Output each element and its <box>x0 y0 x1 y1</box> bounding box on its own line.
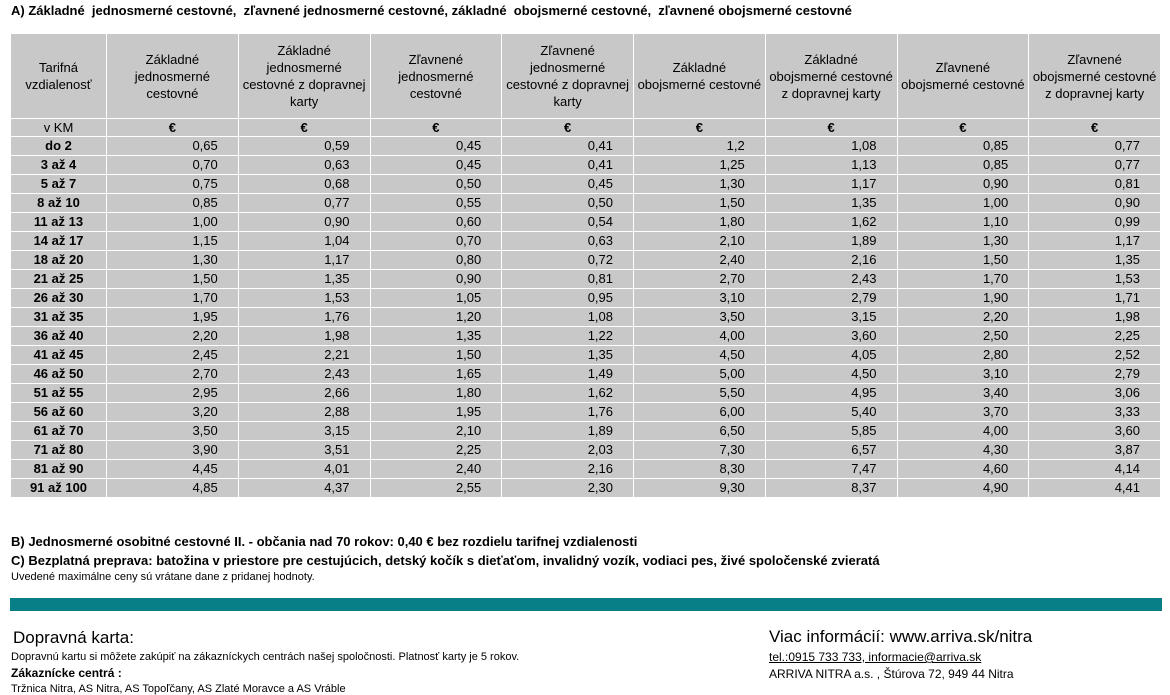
contact-link[interactable]: tel.:0915 733 733, informacie@arriva.sk <box>769 650 982 664</box>
price-cell: 4,60 <box>897 460 1029 479</box>
price-cell: 0,77 <box>1029 137 1161 156</box>
price-cell: 1,08 <box>502 308 634 327</box>
price-cell: 1,35 <box>1029 251 1161 270</box>
unit-cell: € <box>634 119 766 137</box>
price-cell: 1,98 <box>238 327 370 346</box>
column-header: Základné jednosmerné cestovné z dopravnej karty <box>238 34 370 119</box>
table-row <box>11 213 1161 232</box>
price-cell: 4,05 <box>765 346 897 365</box>
price-cell: 1,35 <box>765 194 897 213</box>
distance-cell: 91 až 100 <box>11 479 107 498</box>
table-row <box>11 365 1161 384</box>
price-cell: 2,21 <box>238 346 370 365</box>
price-cell: 2,25 <box>1029 327 1161 346</box>
table-row <box>11 232 1161 251</box>
price-cell: 0,45 <box>370 156 502 175</box>
price-cell: 0,80 <box>370 251 502 270</box>
unit-cell: € <box>897 119 1029 137</box>
price-cell: 1,95 <box>370 403 502 422</box>
price-cell: 0,77 <box>238 194 370 213</box>
unit-cell: € <box>502 119 634 137</box>
price-cell: 1,76 <box>238 308 370 327</box>
price-cell: 0,45 <box>370 137 502 156</box>
price-cell: 3,06 <box>1029 384 1161 403</box>
price-cell: 1,49 <box>502 365 634 384</box>
unit-cell: € <box>107 119 239 137</box>
distance-cell: 81 až 90 <box>11 460 107 479</box>
price-cell: 6,00 <box>634 403 766 422</box>
price-cell: 1,62 <box>765 213 897 232</box>
unit-cell: € <box>238 119 370 137</box>
table-row <box>11 308 1161 327</box>
price-cell: 0,54 <box>502 213 634 232</box>
distance-cell: 18 až 20 <box>11 251 107 270</box>
price-cell: 0,95 <box>502 289 634 308</box>
price-cell: 1,08 <box>765 137 897 156</box>
price-cell: 4,30 <box>897 441 1029 460</box>
price-cell: 3,15 <box>765 308 897 327</box>
card-text: Dopravnú kartu si môžete zakúpiť na zákazníckych centrách našej spoločnosti. Platnosť karty je 5 rokov. <box>11 651 520 663</box>
price-cell: 1,35 <box>238 270 370 289</box>
price-cell: 1,98 <box>1029 308 1161 327</box>
distance-cell: 51 až 55 <box>11 384 107 403</box>
price-cell: 0,63 <box>502 232 634 251</box>
price-cell: 1,10 <box>897 213 1029 232</box>
price-cell: 3,90 <box>107 441 239 460</box>
distance-cell: 36 až 40 <box>11 327 107 346</box>
price-cell: 0,90 <box>370 270 502 289</box>
price-cell: 8,30 <box>634 460 766 479</box>
price-cell: 1,95 <box>107 308 239 327</box>
price-cell: 1,30 <box>634 175 766 194</box>
price-cell: 1,30 <box>897 232 1029 251</box>
price-cell: 4,01 <box>238 460 370 479</box>
price-cell: 0,65 <box>107 137 239 156</box>
price-cell: 1,71 <box>1029 289 1161 308</box>
price-cell: 0,85 <box>897 156 1029 175</box>
customer-centers-list: Tržnica Nitra, AS Nitra, AS Topoľčany, AS Zlaté Moravce a AS Vráble <box>11 683 346 695</box>
price-cell: 3,20 <box>107 403 239 422</box>
section-a-heading: A) Základné jednosmerné cestovné, zľavnené jednosmerné cestovné, základné obojsmerné cestovné, zľavnené obojsmerné cestovné <box>11 3 852 18</box>
table-row <box>11 137 1161 156</box>
price-cell: 2,70 <box>107 365 239 384</box>
price-cell: 4,50 <box>765 365 897 384</box>
price-cell: 1,17 <box>1029 232 1161 251</box>
customer-centers-title: Zákaznícke centrá : <box>11 666 122 680</box>
distance-cell: 56 až 60 <box>11 403 107 422</box>
table-row <box>11 479 1161 498</box>
price-cell: 3,10 <box>897 365 1029 384</box>
divider-bar <box>10 598 1162 611</box>
price-cell: 0,68 <box>238 175 370 194</box>
unit-cell: € <box>370 119 502 137</box>
price-cell: 2,79 <box>765 289 897 308</box>
price-cell: 2,43 <box>765 270 897 289</box>
table-row <box>11 270 1161 289</box>
price-cell: 5,50 <box>634 384 766 403</box>
column-header: Základné obojsmerné cestovné <box>634 34 766 119</box>
price-cell: 1,62 <box>502 384 634 403</box>
note-b: B) Jednosmerné osobitné cestovné II. - občania nad 70 rokov: 0,40 € bez rozdielu tarifnej vzdialenosti <box>11 534 638 549</box>
price-cell: 0,81 <box>1029 175 1161 194</box>
price-cell: 0,50 <box>370 175 502 194</box>
more-info-title: Viac informácií: www.arriva.sk/nitra <box>769 627 1033 646</box>
table-row <box>11 156 1161 175</box>
price-cell: 3,60 <box>765 327 897 346</box>
price-cell: 3,60 <box>1029 422 1161 441</box>
price-cell: 1,2 <box>634 137 766 156</box>
price-cell: 0,45 <box>502 175 634 194</box>
price-cell: 2,52 <box>1029 346 1161 365</box>
price-cell: 1,50 <box>897 251 1029 270</box>
price-cell: 4,95 <box>765 384 897 403</box>
price-cell: 1,80 <box>634 213 766 232</box>
price-cell: 0,90 <box>897 175 1029 194</box>
price-cell: 1,50 <box>634 194 766 213</box>
price-cell: 1,76 <box>502 403 634 422</box>
company-address: ARRIVA NITRA a.s. , Štúrova 72, 949 44 Nitra <box>769 667 1014 681</box>
price-cell: 2,88 <box>238 403 370 422</box>
price-cell: 4,50 <box>634 346 766 365</box>
price-cell: 1,13 <box>765 156 897 175</box>
price-cell: 2,25 <box>370 441 502 460</box>
price-cell: 1,90 <box>897 289 1029 308</box>
price-cell: 2,10 <box>634 232 766 251</box>
price-cell: 1,53 <box>1029 270 1161 289</box>
price-cell: 6,57 <box>765 441 897 460</box>
price-cell: 2,16 <box>502 460 634 479</box>
table-row <box>11 346 1161 365</box>
price-cell: 2,70 <box>634 270 766 289</box>
price-cell: 2,43 <box>238 365 370 384</box>
price-cell: 4,14 <box>1029 460 1161 479</box>
price-cell: 2,10 <box>370 422 502 441</box>
table-row <box>11 194 1161 213</box>
price-cell: 1,00 <box>107 213 239 232</box>
table-row <box>11 422 1161 441</box>
column-header: Tarifná vzdialenosť <box>11 34 107 119</box>
price-cell: 5,40 <box>765 403 897 422</box>
price-cell: 3,70 <box>897 403 1029 422</box>
price-cell: 3,87 <box>1029 441 1161 460</box>
price-cell: 0,90 <box>238 213 370 232</box>
distance-cell: 8 až 10 <box>11 194 107 213</box>
price-cell: 0,75 <box>107 175 239 194</box>
unit-cell: € <box>765 119 897 137</box>
price-cell: 0,99 <box>1029 213 1161 232</box>
price-cell: 3,50 <box>634 308 766 327</box>
price-cell: 7,47 <box>765 460 897 479</box>
distance-cell: 71 až 80 <box>11 441 107 460</box>
price-cell: 5,00 <box>634 365 766 384</box>
distance-cell: 61 až 70 <box>11 422 107 441</box>
price-cell: 2,50 <box>897 327 1029 346</box>
note-c: C) Bezplatná preprava: batožina v priestore pre cestujúcich, detský kočík s dieťaťom, invalidný vozík, vodiaci pes, živé spoločenské zvieratá <box>11 553 880 568</box>
price-cell: 1,17 <box>765 175 897 194</box>
price-cell: 2,55 <box>370 479 502 498</box>
price-cell: 1,25 <box>634 156 766 175</box>
table-row <box>11 175 1161 194</box>
price-cell: 4,85 <box>107 479 239 498</box>
price-cell: 0,72 <box>502 251 634 270</box>
price-cell: 4,00 <box>634 327 766 346</box>
price-cell: 0,70 <box>107 156 239 175</box>
table-row <box>11 251 1161 270</box>
distance-cell: 46 až 50 <box>11 365 107 384</box>
price-cell: 0,59 <box>238 137 370 156</box>
price-cell: 9,30 <box>634 479 766 498</box>
unit-cell: v KM <box>11 119 107 137</box>
price-cell: 0,63 <box>238 156 370 175</box>
distance-cell: 21 až 25 <box>11 270 107 289</box>
price-cell: 1,15 <box>107 232 239 251</box>
column-header: Zľavnené obojsmerné cestovné <box>897 34 1029 119</box>
price-cell: 1,00 <box>897 194 1029 213</box>
price-cell: 1,65 <box>370 365 502 384</box>
price-cell: 0,50 <box>502 194 634 213</box>
price-cell: 2,40 <box>370 460 502 479</box>
unit-cell: € <box>1029 119 1161 137</box>
price-cell: 2,03 <box>502 441 634 460</box>
price-cell: 2,20 <box>107 327 239 346</box>
price-cell: 4,00 <box>897 422 1029 441</box>
card-title: Dopravná karta: <box>13 628 134 647</box>
distance-cell: 41 až 45 <box>11 346 107 365</box>
price-cell: 8,37 <box>765 479 897 498</box>
price-cell: 2,16 <box>765 251 897 270</box>
price-cell: 3,50 <box>107 422 239 441</box>
distance-cell: 26 až 30 <box>11 289 107 308</box>
distance-cell: 3 až 4 <box>11 156 107 175</box>
table-row <box>11 403 1161 422</box>
price-cell: 2,30 <box>502 479 634 498</box>
price-cell: 0,41 <box>502 156 634 175</box>
price-cell: 1,35 <box>502 346 634 365</box>
price-cell: 1,89 <box>765 232 897 251</box>
price-cell: 1,20 <box>370 308 502 327</box>
price-cell: 2,40 <box>634 251 766 270</box>
price-cell: 4,37 <box>238 479 370 498</box>
price-cell: 2,20 <box>897 308 1029 327</box>
price-cell: 1,50 <box>107 270 239 289</box>
distance-cell: 31 až 35 <box>11 308 107 327</box>
price-cell: 6,50 <box>634 422 766 441</box>
table-row <box>11 441 1161 460</box>
price-cell: 1,04 <box>238 232 370 251</box>
price-cell: 2,80 <box>897 346 1029 365</box>
price-cell: 1,89 <box>502 422 634 441</box>
distance-cell: 14 až 17 <box>11 232 107 251</box>
price-cell: 3,51 <box>238 441 370 460</box>
tariff-table <box>10 33 1161 498</box>
distance-cell: 5 až 7 <box>11 175 107 194</box>
price-cell: 3,15 <box>238 422 370 441</box>
column-header: Základné obojsmerné cestovné z dopravnej karty <box>765 34 897 119</box>
price-cell: 2,95 <box>107 384 239 403</box>
table-row <box>11 460 1161 479</box>
price-cell: 4,41 <box>1029 479 1161 498</box>
column-header: Zľavnené jednosmerné cestovné z dopravnej karty <box>502 34 634 119</box>
price-cell: 3,40 <box>897 384 1029 403</box>
price-cell: 1,80 <box>370 384 502 403</box>
unit-row <box>11 119 1161 137</box>
price-cell: 0,85 <box>897 137 1029 156</box>
table-header-row <box>11 34 1161 119</box>
price-cell: 0,55 <box>370 194 502 213</box>
price-cell: 2,45 <box>107 346 239 365</box>
vat-note: Uvedené maximálne ceny sú vrátane dane z pridanej hodnoty. <box>11 571 315 583</box>
price-cell: 1,50 <box>370 346 502 365</box>
price-cell: 1,70 <box>897 270 1029 289</box>
price-cell: 0,70 <box>370 232 502 251</box>
price-cell: 1,70 <box>107 289 239 308</box>
price-cell: 1,05 <box>370 289 502 308</box>
price-cell: 0,85 <box>107 194 239 213</box>
price-cell: 0,60 <box>370 213 502 232</box>
price-cell: 7,30 <box>634 441 766 460</box>
column-header: Zľavnené obojsmerné cestovné z dopravnej karty <box>1029 34 1161 119</box>
column-header: Základné jednosmerné cestovné <box>107 34 239 119</box>
price-cell: 2,66 <box>238 384 370 403</box>
price-cell: 3,33 <box>1029 403 1161 422</box>
price-cell: 4,90 <box>897 479 1029 498</box>
price-cell: 5,85 <box>765 422 897 441</box>
table-row <box>11 384 1161 403</box>
price-cell: 1,53 <box>238 289 370 308</box>
price-cell: 1,17 <box>238 251 370 270</box>
price-cell: 0,90 <box>1029 194 1161 213</box>
table-row <box>11 289 1161 308</box>
price-cell: 1,35 <box>370 327 502 346</box>
price-cell: 3,10 <box>634 289 766 308</box>
price-cell: 4,45 <box>107 460 239 479</box>
distance-cell: 11 až 13 <box>11 213 107 232</box>
table-row <box>11 327 1161 346</box>
price-cell: 2,79 <box>1029 365 1161 384</box>
price-cell: 0,81 <box>502 270 634 289</box>
distance-cell: do 2 <box>11 137 107 156</box>
column-header: Zľavnené jednosmerné cestovné <box>370 34 502 119</box>
price-cell: 0,41 <box>502 137 634 156</box>
price-cell: 1,22 <box>502 327 634 346</box>
price-cell: 1,30 <box>107 251 239 270</box>
price-cell: 0,77 <box>1029 156 1161 175</box>
